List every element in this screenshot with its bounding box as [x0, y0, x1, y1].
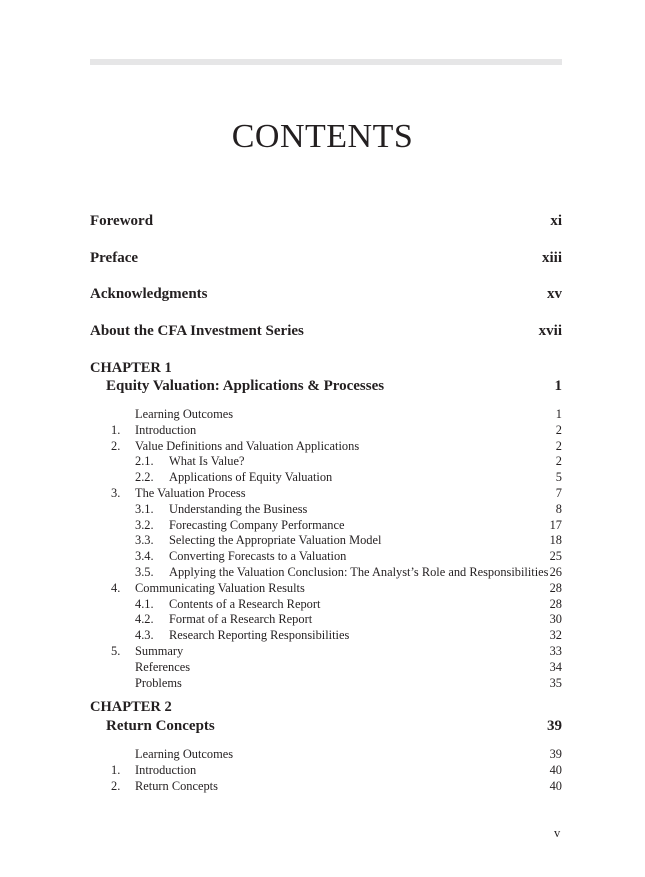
toc-line-page: 1 — [555, 407, 562, 421]
toc-line-number: 3.2. — [135, 517, 154, 532]
toc-line-page: 28 — [549, 596, 562, 611]
toc-line[interactable] — [90, 627, 562, 643]
toc-line-page: 26 — [549, 565, 562, 579]
toc-line-number: 1. — [111, 762, 121, 777]
toc-line[interactable] — [90, 548, 562, 564]
toc-line-text: Learning Outcomes — [135, 407, 234, 421]
toc-line-page: 40 — [549, 762, 562, 777]
toc-entry-page: xi — [550, 213, 562, 229]
toc-line[interactable] — [90, 469, 562, 485]
toc-line-number: 3.4. — [135, 549, 154, 564]
toc-line-text: Summary — [135, 644, 184, 658]
toc-line-page: 30 — [549, 612, 562, 627]
toc-line-text: Format of a Research Report — [169, 612, 313, 627]
toc-line-page: 2 — [555, 454, 562, 469]
toc-line-number: 4.2. — [135, 612, 154, 627]
toc-line-page: 5 — [555, 470, 562, 485]
toc-entry-page: xv — [547, 286, 562, 302]
toc-entry-about-series[interactable] — [90, 323, 562, 340]
toc-line-number: 4.3. — [135, 628, 154, 643]
toc-line-page: 2 — [555, 422, 562, 437]
toc-line-text: What Is Value? — [169, 454, 245, 469]
chapter-2-title[interactable] — [106, 718, 562, 735]
toc-line[interactable] — [90, 762, 562, 778]
top-rule — [90, 59, 562, 65]
toc-line-page: 8 — [555, 501, 562, 516]
toc-line-text: Learning Outcomes — [135, 747, 234, 761]
toc-line[interactable] — [90, 564, 562, 580]
toc-line-number: 1. — [111, 422, 121, 437]
toc-line-page: 32 — [549, 628, 562, 643]
toc-line[interactable] — [90, 422, 562, 438]
toc-line-number: 2.1. — [135, 454, 154, 469]
toc-entry-page: xiii — [541, 250, 562, 266]
toc-line[interactable] — [90, 596, 562, 612]
toc-line[interactable] — [90, 643, 562, 659]
toc-line-number: 3.3. — [135, 533, 154, 548]
toc-entry-page: xvii — [538, 323, 562, 339]
toc-line[interactable] — [90, 611, 562, 627]
toc-line[interactable] — [90, 778, 562, 794]
toc-line-page: 33 — [549, 644, 562, 658]
toc-line-page: 35 — [549, 675, 562, 690]
toc-line-page: 18 — [549, 533, 562, 548]
toc-line-page: 28 — [549, 580, 562, 595]
toc-entry-preface[interactable] — [90, 250, 562, 267]
toc-line-number: 3.5. — [135, 565, 154, 579]
toc-line-page: 17 — [549, 517, 562, 532]
toc-line[interactable] — [90, 453, 562, 469]
toc-entry-foreword[interactable] — [90, 213, 562, 230]
toc-line-number: 2. — [111, 778, 121, 793]
toc-line-page: 7 — [555, 486, 562, 500]
toc-line-text: Communicating Valuation Results — [135, 580, 305, 595]
toc-line[interactable] — [90, 580, 562, 596]
toc-line-text: Problems — [135, 675, 182, 690]
toc-line-text: Introduction — [135, 762, 197, 777]
toc-line[interactable] — [90, 659, 562, 675]
toc-line-page: 40 — [549, 778, 562, 793]
toc-line[interactable] — [90, 501, 562, 517]
toc-line-page: 39 — [549, 747, 562, 761]
toc-line[interactable] — [90, 517, 562, 533]
toc-line-text: The Valuation Process — [135, 486, 246, 500]
toc-line-text: Forecasting Company Performance — [169, 517, 345, 532]
toc-line-number: 2.2. — [135, 470, 154, 485]
chapter-2-label: CHAPTER 2 — [90, 699, 172, 715]
toc-line-number: 3.1. — [135, 501, 154, 516]
toc-line-page: 34 — [549, 659, 562, 674]
toc-line-text: Return Concepts — [135, 778, 218, 793]
toc-line-text: Contents of a Research Report — [169, 596, 321, 611]
toc-line-number: 5. — [111, 644, 121, 658]
chapter-1-title[interactable] — [106, 378, 562, 395]
toc-line[interactable] — [90, 675, 562, 691]
toc-line-number: 4.1. — [135, 596, 154, 611]
toc-entry-label: Preface — [90, 250, 139, 266]
toc-line-text: Introduction — [135, 422, 197, 437]
toc-line-text: Value Definitions and Valuation Applications — [135, 438, 360, 453]
toc-line-text: References — [135, 659, 191, 674]
chapter-title-page: 39 — [547, 718, 562, 734]
page-folio: v — [554, 826, 561, 840]
toc-entry-label: Acknowledgments — [90, 286, 208, 302]
toc-line-page: 25 — [549, 549, 562, 564]
toc-line-text: Applying the Valuation Conclusion: The Analyst’s Role and Responsibilities — [169, 565, 549, 579]
page-title: CONTENTS — [231, 118, 414, 155]
toc-line-text: Research Reporting Responsibilities — [169, 628, 350, 643]
toc-entry-label: About the CFA Investment Series — [90, 323, 304, 339]
chapter-1-label: CHAPTER 1 — [90, 360, 172, 376]
toc-line-text: Applications of Equity Valuation — [169, 470, 333, 485]
chapter-title-text: Equity Valuation: Applications & Processes — [106, 378, 385, 394]
toc-line-number: 2. — [111, 438, 121, 453]
toc-line[interactable] — [90, 532, 562, 548]
toc-line[interactable] — [90, 438, 562, 454]
toc-line[interactable] — [90, 406, 562, 422]
toc-entry-acknowledgments[interactable] — [90, 286, 562, 303]
toc-line-text: Converting Forecasts to a Valuation — [169, 549, 347, 564]
toc-line-text: Selecting the Appropriate Valuation Model — [169, 533, 382, 548]
toc-line-page: 2 — [555, 438, 562, 453]
chapter-title-text: Return Concepts — [106, 718, 215, 734]
toc-line-number: 3. — [111, 486, 121, 500]
toc-line-text: Understanding the Business — [169, 501, 308, 516]
toc-entry-label: Foreword — [90, 213, 154, 229]
toc-line-number: 4. — [111, 580, 121, 595]
toc-line[interactable] — [90, 485, 562, 501]
toc-line[interactable] — [90, 746, 562, 762]
chapter-title-page: 1 — [554, 378, 562, 394]
